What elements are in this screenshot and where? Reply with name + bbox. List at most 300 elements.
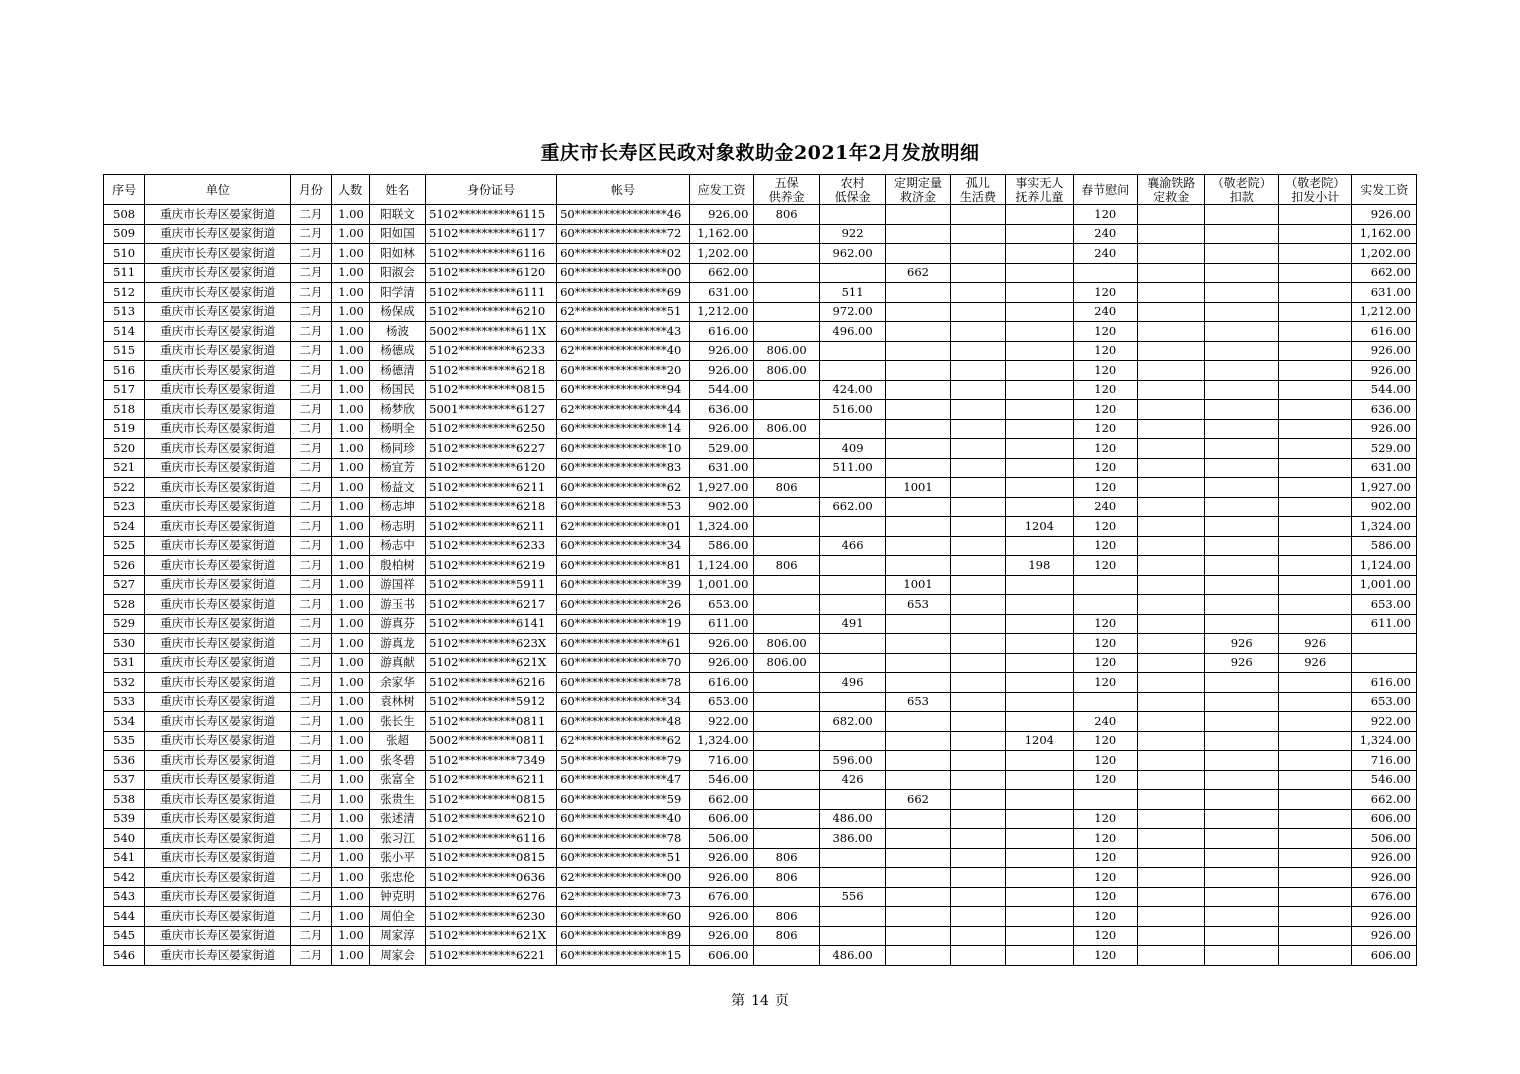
table-cell xyxy=(1205,302,1279,322)
table-cell: 806 xyxy=(754,926,819,946)
table-cell: 张长生 xyxy=(369,712,425,732)
table-cell: 重庆市长寿区晏家街道 xyxy=(145,692,291,712)
table-cell: 120 xyxy=(1073,205,1137,225)
table-cell: 1.00 xyxy=(331,341,369,361)
table-cell: 1.00 xyxy=(331,458,369,478)
table-cell xyxy=(819,731,885,751)
table-cell xyxy=(950,653,1005,673)
table-cell: 1.00 xyxy=(331,322,369,342)
table-cell: 926.00 xyxy=(689,926,753,946)
table-cell: 529 xyxy=(104,614,145,634)
table-cell xyxy=(1205,361,1279,381)
table-cell: 1,001.00 xyxy=(1352,575,1417,595)
table-cell xyxy=(1006,887,1073,907)
table-cell: 806.00 xyxy=(754,361,819,381)
table-cell xyxy=(1006,439,1073,459)
table-cell xyxy=(1138,517,1205,537)
table-cell: 523 xyxy=(104,497,145,517)
table-cell: 534 xyxy=(104,712,145,732)
table-cell xyxy=(754,946,819,966)
table-row xyxy=(104,322,1417,342)
table-cell: 5102**********6217 xyxy=(426,595,557,615)
table-cell: 重庆市长寿区晏家街道 xyxy=(145,751,291,771)
table-cell: 514 xyxy=(104,322,145,342)
table-cell: 922.00 xyxy=(689,712,753,732)
table-cell: 1,162.00 xyxy=(1352,224,1417,244)
table-cell xyxy=(886,361,950,381)
table-cell xyxy=(1205,887,1279,907)
table-cell: 5002**********0811 xyxy=(426,731,557,751)
table-cell xyxy=(886,809,950,829)
table-cell xyxy=(1073,692,1137,712)
table-cell: 1.00 xyxy=(331,556,369,576)
table-cell: 重庆市长寿区晏家街道 xyxy=(145,653,291,673)
table-cell: 519 xyxy=(104,419,145,439)
table-cell xyxy=(754,731,819,751)
table-cell: 636.00 xyxy=(1352,400,1417,420)
table-cell: 重庆市长寿区晏家街道 xyxy=(145,731,291,751)
table-cell: 重庆市长寿区晏家街道 xyxy=(145,419,291,439)
table-cell xyxy=(1138,478,1205,498)
table-cell xyxy=(950,283,1005,303)
table-cell: 60****************51 xyxy=(557,848,690,868)
table-cell xyxy=(1205,400,1279,420)
table-cell xyxy=(1205,926,1279,946)
table-cell xyxy=(950,322,1005,342)
table-cell xyxy=(1278,946,1352,966)
table-cell xyxy=(1205,478,1279,498)
table-cell: 周家淳 xyxy=(369,926,425,946)
table-cell: 1001 xyxy=(886,478,950,498)
table-cell xyxy=(1138,497,1205,517)
table-row xyxy=(104,770,1417,790)
table-cell xyxy=(886,302,950,322)
table-cell: 120 xyxy=(1073,731,1137,751)
table-cell xyxy=(1006,692,1073,712)
table-cell xyxy=(754,458,819,478)
table-row xyxy=(104,205,1417,225)
table-cell: 1.00 xyxy=(331,829,369,849)
table-cell xyxy=(886,458,950,478)
table-cell xyxy=(1138,946,1205,966)
table-cell xyxy=(1138,419,1205,439)
table-cell xyxy=(1278,458,1352,478)
table-cell xyxy=(754,595,819,615)
table-cell: 重庆市长寿区晏家街道 xyxy=(145,517,291,537)
table-cell xyxy=(886,400,950,420)
table-row xyxy=(104,614,1417,634)
table-cell: 袁林树 xyxy=(369,692,425,712)
page-number: 14 xyxy=(751,993,769,1009)
table-cell: 杨梦欣 xyxy=(369,400,425,420)
table-cell xyxy=(1138,731,1205,751)
table-cell: 546.00 xyxy=(689,770,753,790)
table-cell xyxy=(1138,907,1205,927)
table-cell: 511 xyxy=(104,263,145,283)
table-cell: 1.00 xyxy=(331,595,369,615)
table-cell xyxy=(1138,848,1205,868)
table-cell xyxy=(1138,770,1205,790)
table-cell xyxy=(819,575,885,595)
table-cell: 1.00 xyxy=(331,926,369,946)
table-cell xyxy=(1278,809,1352,829)
table-cell: 516.00 xyxy=(819,400,885,420)
table-cell: 重庆市长寿区晏家街道 xyxy=(145,809,291,829)
table-cell: 60****************43 xyxy=(557,322,690,342)
table-cell: 486.00 xyxy=(819,809,885,829)
table-cell: 重庆市长寿区晏家街道 xyxy=(145,848,291,868)
table-cell: 806.00 xyxy=(754,419,819,439)
table-cell xyxy=(1278,926,1352,946)
table-cell xyxy=(1006,302,1073,322)
table-cell: 240 xyxy=(1073,712,1137,732)
table-cell: 杨宜芳 xyxy=(369,458,425,478)
table-cell: 486.00 xyxy=(819,946,885,966)
table-cell: 1.00 xyxy=(331,887,369,907)
table-cell: 120 xyxy=(1073,926,1137,946)
table-cell: 二月 xyxy=(291,731,331,751)
table-cell: 631.00 xyxy=(689,283,753,303)
table-cell xyxy=(1205,341,1279,361)
table-cell: 527 xyxy=(104,575,145,595)
table-cell: 120 xyxy=(1073,907,1137,927)
table-cell xyxy=(1006,848,1073,868)
table-row xyxy=(104,653,1417,673)
table-cell: 546.00 xyxy=(1352,770,1417,790)
table-cell xyxy=(1138,673,1205,693)
table-cell: 531 xyxy=(104,653,145,673)
table-cell xyxy=(1006,575,1073,595)
table-cell xyxy=(886,536,950,556)
table-cell xyxy=(1006,361,1073,381)
table-cell: 62****************44 xyxy=(557,400,690,420)
table-cell: 5102**********6227 xyxy=(426,439,557,459)
table-cell: 5102**********6116 xyxy=(426,244,557,264)
table-cell xyxy=(1278,614,1352,634)
table-cell xyxy=(754,770,819,790)
table-cell: 二月 xyxy=(291,341,331,361)
table-cell: 806 xyxy=(754,478,819,498)
table-cell xyxy=(1006,790,1073,810)
table-cell: 60****************62 xyxy=(557,478,690,498)
header-row xyxy=(104,175,1417,205)
column-header: 月份 xyxy=(291,175,331,205)
table-cell xyxy=(1278,205,1352,225)
table-cell: 阳联文 xyxy=(369,205,425,225)
table-cell: 60****************26 xyxy=(557,595,690,615)
table-cell: 682.00 xyxy=(819,712,885,732)
table-cell: 二月 xyxy=(291,770,331,790)
table-row xyxy=(104,302,1417,322)
table-cell xyxy=(1278,731,1352,751)
table-cell: 926 xyxy=(1278,634,1352,654)
table-cell: 游玉书 xyxy=(369,595,425,615)
table-cell xyxy=(1205,712,1279,732)
table-cell xyxy=(1138,595,1205,615)
table-cell: 926.00 xyxy=(689,341,753,361)
table-cell xyxy=(1278,848,1352,868)
table-cell xyxy=(1278,790,1352,810)
table-cell xyxy=(1006,770,1073,790)
table-row xyxy=(104,907,1417,927)
table-cell: 1,927.00 xyxy=(1352,478,1417,498)
table-cell xyxy=(886,926,950,946)
column-header: 春节慰问 xyxy=(1073,175,1137,205)
table-cell: 二月 xyxy=(291,848,331,868)
table-cell: 5102**********6211 xyxy=(426,770,557,790)
table-cell: 926 xyxy=(1205,653,1279,673)
table-cell xyxy=(886,673,950,693)
table-cell: 重庆市长寿区晏家街道 xyxy=(145,614,291,634)
column-header: 序号 xyxy=(104,175,145,205)
table-cell: 662.00 xyxy=(819,497,885,517)
table-cell xyxy=(1006,244,1073,264)
table-cell xyxy=(1278,380,1352,400)
table-cell: 120 xyxy=(1073,517,1137,537)
table-cell: 二月 xyxy=(291,790,331,810)
table-cell xyxy=(950,712,1005,732)
table-cell: 1.00 xyxy=(331,868,369,888)
table-cell: 二月 xyxy=(291,205,331,225)
column-header: （敬老院） 扣发小计 xyxy=(1278,175,1352,205)
table-cell: 120 xyxy=(1073,946,1137,966)
table-cell: 240 xyxy=(1073,244,1137,264)
table-cell xyxy=(1205,419,1279,439)
table-row xyxy=(104,517,1417,537)
table-cell: 1.00 xyxy=(331,809,369,829)
table-cell: 1.00 xyxy=(331,478,369,498)
table-cell xyxy=(1278,907,1352,927)
table-cell: 653.00 xyxy=(689,595,753,615)
table-cell xyxy=(1205,458,1279,478)
table-cell xyxy=(819,556,885,576)
table-cell: 606.00 xyxy=(689,946,753,966)
column-header: 定期定量 救济金 xyxy=(886,175,950,205)
table-cell: 60****************34 xyxy=(557,536,690,556)
table-cell xyxy=(1006,809,1073,829)
table-cell: 二月 xyxy=(291,283,331,303)
table-cell xyxy=(950,926,1005,946)
table-cell: 60****************10 xyxy=(557,439,690,459)
table-cell: 5102**********6210 xyxy=(426,302,557,322)
table-cell: 1.00 xyxy=(331,653,369,673)
table-cell: 张富全 xyxy=(369,770,425,790)
table-cell xyxy=(1006,205,1073,225)
table-cell: 120 xyxy=(1073,673,1137,693)
table-cell xyxy=(1006,458,1073,478)
table-cell xyxy=(819,419,885,439)
table-cell xyxy=(886,419,950,439)
table-cell: 重庆市长寿区晏家街道 xyxy=(145,205,291,225)
table-row xyxy=(104,497,1417,517)
column-header: （敬老院） 扣款 xyxy=(1205,175,1279,205)
table-cell: 5102**********0815 xyxy=(426,848,557,868)
table-cell xyxy=(950,478,1005,498)
table-cell xyxy=(1278,263,1352,283)
table-cell: 二月 xyxy=(291,458,331,478)
table-cell: 926.00 xyxy=(689,848,753,868)
column-header: 襄渝铁路 定救金 xyxy=(1138,175,1205,205)
table-cell: 1.00 xyxy=(331,614,369,634)
table-cell: 631.00 xyxy=(1352,458,1417,478)
table-cell: 491 xyxy=(819,614,885,634)
table-cell xyxy=(1138,790,1205,810)
column-header: 实发工资 xyxy=(1352,175,1417,205)
table-cell: 1.00 xyxy=(331,848,369,868)
table-cell: 杨益文 xyxy=(369,478,425,498)
column-header: 事实无人 抚养儿童 xyxy=(1006,175,1073,205)
table-cell: 二月 xyxy=(291,302,331,322)
table-cell: 62****************40 xyxy=(557,341,690,361)
table-cell: 806 xyxy=(754,556,819,576)
table-cell xyxy=(754,322,819,342)
table-cell: 1,202.00 xyxy=(1352,244,1417,264)
table-cell xyxy=(1278,497,1352,517)
table-row xyxy=(104,829,1417,849)
table-cell: 506.00 xyxy=(689,829,753,849)
table-cell: 张超 xyxy=(369,731,425,751)
table-cell xyxy=(950,848,1005,868)
table-cell: 二月 xyxy=(291,809,331,829)
table-cell: 5102**********6115 xyxy=(426,205,557,225)
table-cell xyxy=(886,380,950,400)
table-cell: 5102**********6111 xyxy=(426,283,557,303)
table-cell: 926.00 xyxy=(1352,907,1417,927)
table-cell xyxy=(1138,887,1205,907)
table-cell: 二月 xyxy=(291,536,331,556)
table-cell: 716.00 xyxy=(689,751,753,771)
table-cell xyxy=(950,556,1005,576)
table-row xyxy=(104,692,1417,712)
table-cell: 528 xyxy=(104,595,145,615)
table-cell: 二月 xyxy=(291,887,331,907)
table-cell: 922.00 xyxy=(1352,712,1417,732)
table-cell xyxy=(754,497,819,517)
table-cell xyxy=(1006,614,1073,634)
table-cell: 653.00 xyxy=(689,692,753,712)
table-cell xyxy=(1006,653,1073,673)
table-cell xyxy=(1205,439,1279,459)
table-cell: 1,001.00 xyxy=(689,575,753,595)
table-cell xyxy=(1278,361,1352,381)
table-cell: 543 xyxy=(104,887,145,907)
relief-payment-table xyxy=(103,174,1417,966)
table-cell: 二月 xyxy=(291,380,331,400)
table-cell xyxy=(1138,263,1205,283)
table-cell xyxy=(886,556,950,576)
table-cell: 重庆市长寿区晏家街道 xyxy=(145,341,291,361)
table-cell xyxy=(1278,770,1352,790)
table-cell: 653 xyxy=(886,692,950,712)
table-cell xyxy=(1138,653,1205,673)
table-cell: 1.00 xyxy=(331,575,369,595)
table-cell: 60****************34 xyxy=(557,692,690,712)
table-cell: 653.00 xyxy=(1352,595,1417,615)
table-cell: 926.00 xyxy=(689,868,753,888)
table-cell: 二月 xyxy=(291,556,331,576)
table-row xyxy=(104,263,1417,283)
table-row xyxy=(104,536,1417,556)
table-cell: 541 xyxy=(104,848,145,868)
table-cell: 5102**********6117 xyxy=(426,224,557,244)
table-cell: 926.00 xyxy=(1352,341,1417,361)
table-cell: 杨国民 xyxy=(369,380,425,400)
table-cell: 1,324.00 xyxy=(1352,731,1417,751)
table-cell xyxy=(1138,400,1205,420)
table-cell: 5102**********6250 xyxy=(426,419,557,439)
table-cell: 60****************40 xyxy=(557,809,690,829)
table-cell: 1.00 xyxy=(331,205,369,225)
table-cell: 重庆市长寿区晏家街道 xyxy=(145,556,291,576)
table-cell xyxy=(819,341,885,361)
table-cell: 926.00 xyxy=(689,361,753,381)
table-row xyxy=(104,244,1417,264)
table-cell xyxy=(819,653,885,673)
table-cell xyxy=(1138,283,1205,303)
table-cell: 重庆市长寿区晏家街道 xyxy=(145,770,291,790)
table-cell: 525 xyxy=(104,536,145,556)
table-row xyxy=(104,400,1417,420)
table-cell xyxy=(886,497,950,517)
table-cell: 662.00 xyxy=(1352,790,1417,810)
table-cell xyxy=(950,205,1005,225)
table-cell: 1,124.00 xyxy=(689,556,753,576)
table-cell: 533 xyxy=(104,692,145,712)
table-cell: 1.00 xyxy=(331,244,369,264)
table-cell xyxy=(1138,712,1205,732)
table-cell: 重庆市长寿区晏家街道 xyxy=(145,887,291,907)
table-cell: 806.00 xyxy=(754,653,819,673)
table-cell: 512 xyxy=(104,283,145,303)
table-cell: 544 xyxy=(104,907,145,927)
table-cell: 537 xyxy=(104,770,145,790)
table-cell: 余家华 xyxy=(369,673,425,693)
table-cell xyxy=(819,634,885,654)
table-cell xyxy=(950,692,1005,712)
table-cell xyxy=(1006,946,1073,966)
table-cell xyxy=(1006,673,1073,693)
table-cell: 重庆市长寿区晏家街道 xyxy=(145,263,291,283)
table-row xyxy=(104,283,1417,303)
table-cell: 806 xyxy=(754,205,819,225)
table-cell: 120 xyxy=(1073,439,1137,459)
table-cell xyxy=(1205,536,1279,556)
table-cell xyxy=(950,536,1005,556)
table-row xyxy=(104,868,1417,888)
table-cell: 631.00 xyxy=(1352,283,1417,303)
table-cell: 529.00 xyxy=(689,439,753,459)
table-cell xyxy=(1205,595,1279,615)
table-cell: 5102**********6218 xyxy=(426,497,557,517)
table-cell: 重庆市长寿区晏家街道 xyxy=(145,926,291,946)
table-cell xyxy=(1205,497,1279,517)
table-cell: 1.00 xyxy=(331,224,369,244)
table-cell: 二月 xyxy=(291,829,331,849)
table-cell: 二月 xyxy=(291,322,331,342)
table-cell xyxy=(1278,751,1352,771)
table-cell xyxy=(1073,263,1137,283)
table-cell: 1.00 xyxy=(331,790,369,810)
table-cell: 506.00 xyxy=(1352,829,1417,849)
table-cell: 5102**********0636 xyxy=(426,868,557,888)
table-cell xyxy=(1278,829,1352,849)
table-cell xyxy=(819,517,885,537)
table-cell xyxy=(1205,244,1279,264)
table-cell: 1,324.00 xyxy=(1352,517,1417,537)
table-cell: 120 xyxy=(1073,556,1137,576)
table-cell xyxy=(886,907,950,927)
table-cell xyxy=(886,517,950,537)
